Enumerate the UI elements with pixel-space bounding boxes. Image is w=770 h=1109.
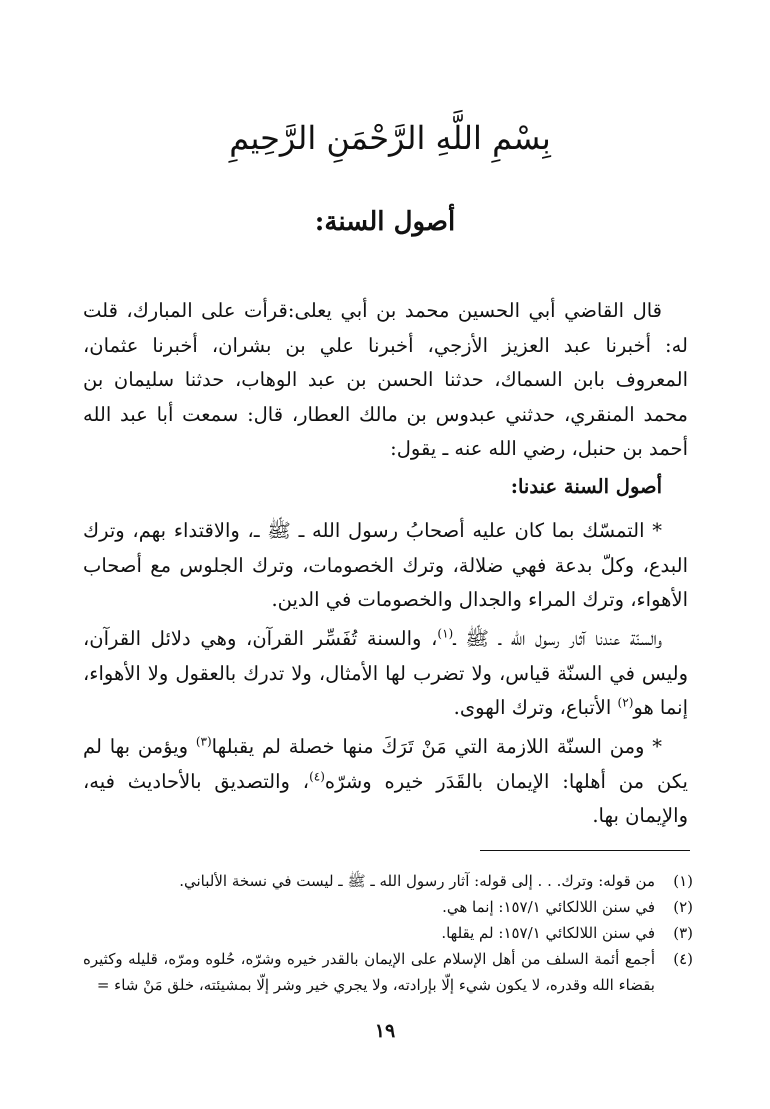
section-subheading: أصول السنة عندنا: bbox=[510, 475, 662, 498]
page-number: ١٩ bbox=[374, 1020, 396, 1042]
footnote-item bbox=[83, 946, 693, 998]
basmala-calligraphy: بِسْمِ اللَّهِ الرَّحْمَنِ الرَّحِيمِ bbox=[229, 119, 551, 157]
footnote-marker-2[interactable]: (٢) bbox=[617, 695, 634, 710]
footnote-item bbox=[83, 894, 693, 920]
footnote-number: (٤) bbox=[673, 950, 693, 968]
footnote-marker-1[interactable]: (١) bbox=[437, 626, 454, 641]
paragraph-3 bbox=[83, 730, 688, 834]
footnote-text: في سنن اللالكائي ١٥٧/١: لم يقلها. bbox=[441, 924, 655, 942]
footnote-text: في سنن اللالكائي ١٥٧/١: إنما هي. bbox=[442, 898, 655, 916]
footnote-number: (٢) bbox=[673, 898, 693, 916]
footnote-marker-3[interactable]: (٣) bbox=[195, 734, 212, 749]
paragraph-3-part-b: ويؤمن بها لم يكن من أهلها: الإيمان بالقَدَر خيره وشرّه bbox=[83, 735, 688, 793]
chapter-title: أصول السنة: bbox=[314, 207, 456, 237]
footnote-text: من قوله: وترك. . . إلى قوله: آثار رسول الله ـ ﷺ ـ ليست في نسخة الألباني. bbox=[179, 872, 655, 890]
footnote-divider bbox=[480, 850, 690, 851]
footnote-number: (٣) bbox=[673, 924, 693, 942]
footnote-item bbox=[83, 868, 693, 894]
footnote-marker-4[interactable]: (٤) bbox=[309, 769, 325, 783]
paragraph-3-part-c: ، والتصديق بالأحاديث فيه، والإيمان بها. bbox=[83, 769, 688, 827]
intro-paragraph: قال القاضي أبي الحسين محمد بن أبي يعلى:قرأت على المبارك، قلت له: أخبرنا عبد العزيز الأزجي، أخبرنا علي بن بشران، أخبرنا عثمان، المعروف بابن السماك، حدثنا الحسن بن عبد الوهاب، حدثنا سليمان بن محمد المنقري، حدثني عبدوس بن مالك العطار، قال: سمعت أبا عبد الله أحمد بن حنبل، رضي الله عنه ـ يقول: bbox=[83, 299, 688, 460]
paragraph-2-part-a: والسنّة عندنا آثار رسول الله ـ ﷺ ـ bbox=[453, 627, 662, 650]
footnote-number: (١) bbox=[673, 872, 693, 890]
footnotes bbox=[83, 868, 693, 998]
footnote-item bbox=[83, 920, 693, 946]
paragraph-2-part-b: ، والسنة تُفَسِّر القرآن، وهي دلائل القرآن، وليس في السنّة قياس، ولا تضرب لها الأمثال، ولا تدرك بالعقول ولا الأهواء، إنما هو bbox=[83, 627, 688, 719]
paragraph-1: * التمسّك بما كان عليه أصحابُ رسول الله ـ ﷺ ـ، والاقتداء بهم، وترك البدع، وكلّ بدعة فهي ضلالة، وترك الخصومات، وترك الجلوس مع أصحاب الأهواء، وترك المراء والجدال والخصومات في الدين. bbox=[83, 519, 688, 611]
footnote-text: أجمع أئمة السلف من أهل الإسلام على الإيمان بالقدر خيره وشرّه، حُلوه ومرّه، قليله وكثيره بقضاء الله وقدره، لا يكون شيء إلّا بإرادته، ولا يجري خير وشر إلّا بمشيئته، خلق مَنْ شاء = bbox=[83, 950, 655, 994]
paragraph-2-part-c: الأتباع، وترك الهوى. bbox=[453, 696, 618, 719]
paragraph-2 bbox=[83, 622, 688, 726]
paragraph-3-part-a: * ومن السنّة اللازمة التي مَنْ تَرَكَ منها خصلة لم يقبلها bbox=[211, 735, 662, 758]
